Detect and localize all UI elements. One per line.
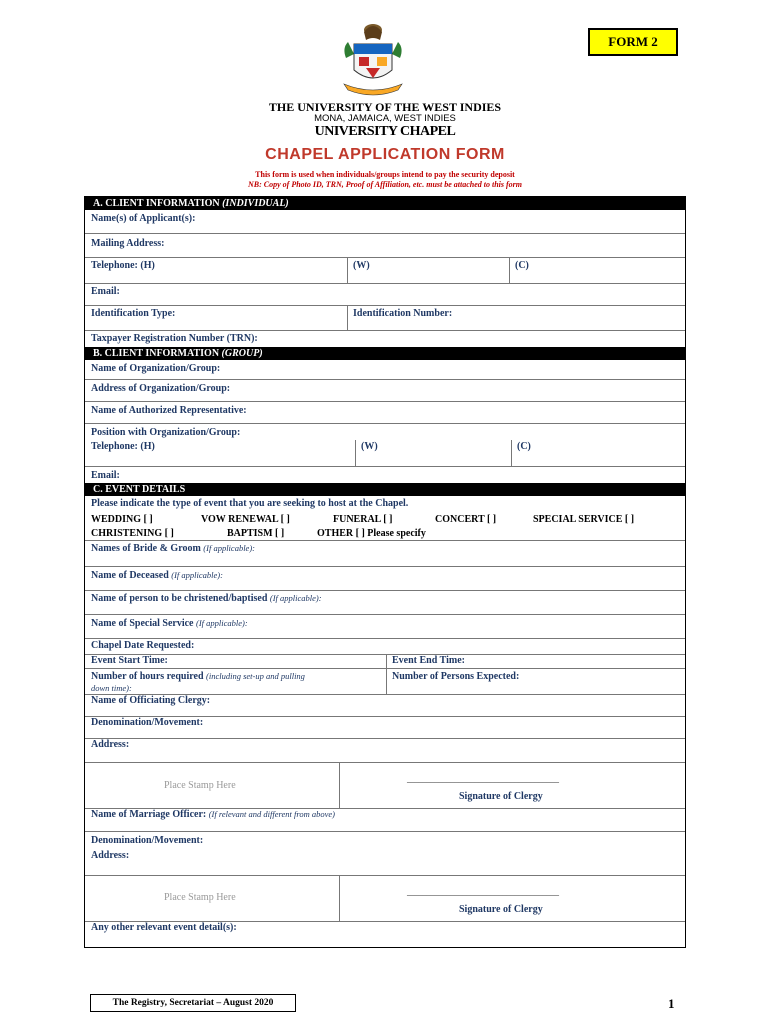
clergy-row[interactable] [85,695,685,717]
position-label: Position with Organization/Group: [91,427,241,438]
event-type-prompt: Please indicate the type of event that you are seeking to host at the Chapel. [91,498,409,509]
mailing-address-label: Mailing Address: [91,238,165,249]
bride-groom-row[interactable] [85,541,685,567]
denomination-row[interactable] [85,717,685,739]
auth-rep-row[interactable] [85,402,685,424]
tel-home-a-label: Telephone: (H) [91,260,155,271]
stamp-signature-row-1 [85,763,685,809]
section-a-header: A. CLIENT INFORMATION (INDIVIDUAL) [85,197,685,210]
signature-clergy-label-2: Signature of Clergy [459,904,543,915]
signature-line-1[interactable]: ______________________________________ [407,775,559,784]
address-label: Address: [91,739,130,750]
denomination-2-row[interactable] [85,832,685,848]
section-c-header: C. EVENT DETAILS [85,483,685,496]
other-details-row[interactable] [85,922,685,947]
hours-required-label: Number of hours required (including set-up and pulling [91,671,305,682]
signature-clergy-label-1: Signature of Clergy [459,791,543,802]
id-type-label: Identification Type: [91,308,176,319]
section-b-header: B. CLIENT INFORMATION (GROUP) [85,347,685,360]
funeral-checkbox[interactable]: FUNERAL [ ] [333,514,393,525]
email-b-row[interactable] [85,467,685,483]
mailing-address-row[interactable] [85,234,685,258]
officiating-clergy-label: Name of Officiating Clergy: [91,695,211,706]
end-time-label: Event End Time: [392,655,465,666]
org-name-row[interactable] [85,360,685,380]
deceased-label: Name of Deceased (If applicable): [91,570,223,581]
stamp-signature-row-2 [85,876,685,922]
persons-expected-label: Number of Persons Expected: [392,671,520,682]
christened-label: Name of person to be christened/baptised (If applicable): [91,593,322,604]
marriage-officer-label: Name of Marriage Officer: (If relevant and different from above) [91,809,336,820]
denomination-label: Denomination/Movement: [91,717,204,728]
event-type-row [85,496,685,541]
address-2-label: Address: [91,850,130,861]
address-2-row[interactable] [85,848,685,876]
telephone-b-row[interactable] [85,440,685,467]
tel-work-a-label: (W) [353,260,370,271]
tel-work-b-label: (W) [361,441,378,452]
christened-row[interactable] [85,591,685,615]
hours-persons-row[interactable] [85,669,685,695]
hours-required-note: down time): [91,683,132,693]
date-requested-label: Chapel Date Requested: [91,640,195,651]
identification-row[interactable] [85,306,685,331]
org-address-label: Address of Organization/Group: [91,383,231,394]
position-row[interactable] [85,424,685,440]
email-a-label: Email: [91,286,120,297]
org-name-label: Name of Organization/Group: [91,363,221,374]
signature-line-2[interactable]: ______________________________________ [407,888,559,897]
applicant-names-label: Name(s) of Applicant(s): [91,213,196,224]
baptism-checkbox[interactable]: BAPTISM [ ] [227,528,285,539]
auth-rep-label: Name of Authorized Representative: [91,405,247,416]
deceased-row[interactable] [85,567,685,591]
start-time-label: Event Start Time: [91,655,168,666]
trn-label: Taxpayer Registration Number (TRN): [91,333,258,344]
chapel-name: UNIVERSITY CHAPEL [314,124,456,139]
email-b-label: Email: [91,470,120,481]
special-service-checkbox[interactable]: SPECIAL SERVICE [ ] [533,514,635,525]
page-title: CHAPEL APPLICATION FORM [265,146,505,163]
address-row[interactable] [85,739,685,763]
applicant-names-row[interactable] [85,210,685,234]
event-times-row[interactable] [85,655,685,669]
trn-row[interactable] [85,331,685,347]
other-details-label: Any other relevant event detail(s): [91,922,237,933]
form-number-badge: FORM 2 [588,28,678,56]
telephone-a-row[interactable] [85,258,685,284]
bride-groom-label: Names of Bride & Groom (If applicable): [91,543,255,554]
university-name: THE UNIVERSITY OF THE WEST INDIES [268,100,502,114]
tel-cell-a-label: (C) [515,260,529,271]
footer-registry: The Registry, Secretariat – August 2020 [90,994,296,1012]
application-form [84,196,686,948]
special-service-label: Name of Special Service (If applicable): [91,618,248,629]
email-a-row[interactable] [85,284,685,306]
christening-checkbox[interactable]: CHRISTENING [ ] [91,528,174,539]
marriage-officer-row[interactable] [85,809,685,832]
special-service-row[interactable] [85,615,685,639]
id-number-label: Identification Number: [353,308,453,319]
vow-renewal-checkbox[interactable]: VOW RENEWAL [ ] [201,514,290,525]
deposit-note: This form is used when individuals/groups intend to pay the security deposit [255,170,515,179]
concert-checkbox[interactable]: CONCERT [ ] [435,514,497,525]
university-location: MONA, JAMAICA, WEST INDIES [314,113,456,124]
date-row[interactable] [85,639,685,655]
denomination-2-label: Denomination/Movement: [91,835,204,846]
tel-home-b-label: Telephone: (H) [91,441,155,452]
page-number: 1 [668,996,675,1011]
university-crest-icon [336,18,410,98]
stamp-area-2: Place Stamp Here [164,892,236,903]
other-checkbox[interactable]: OTHER [ ] Please specify [317,528,426,539]
stamp-area-1: Place Stamp Here [164,780,236,791]
wedding-checkbox[interactable]: WEDDING [ ] [91,514,153,525]
attachment-note: NB: Copy of Photo ID, TRN, Proof of Affiliation, etc. must be attached to this form [248,180,522,189]
org-address-row[interactable] [85,380,685,402]
tel-cell-b-label: (C) [517,441,531,452]
